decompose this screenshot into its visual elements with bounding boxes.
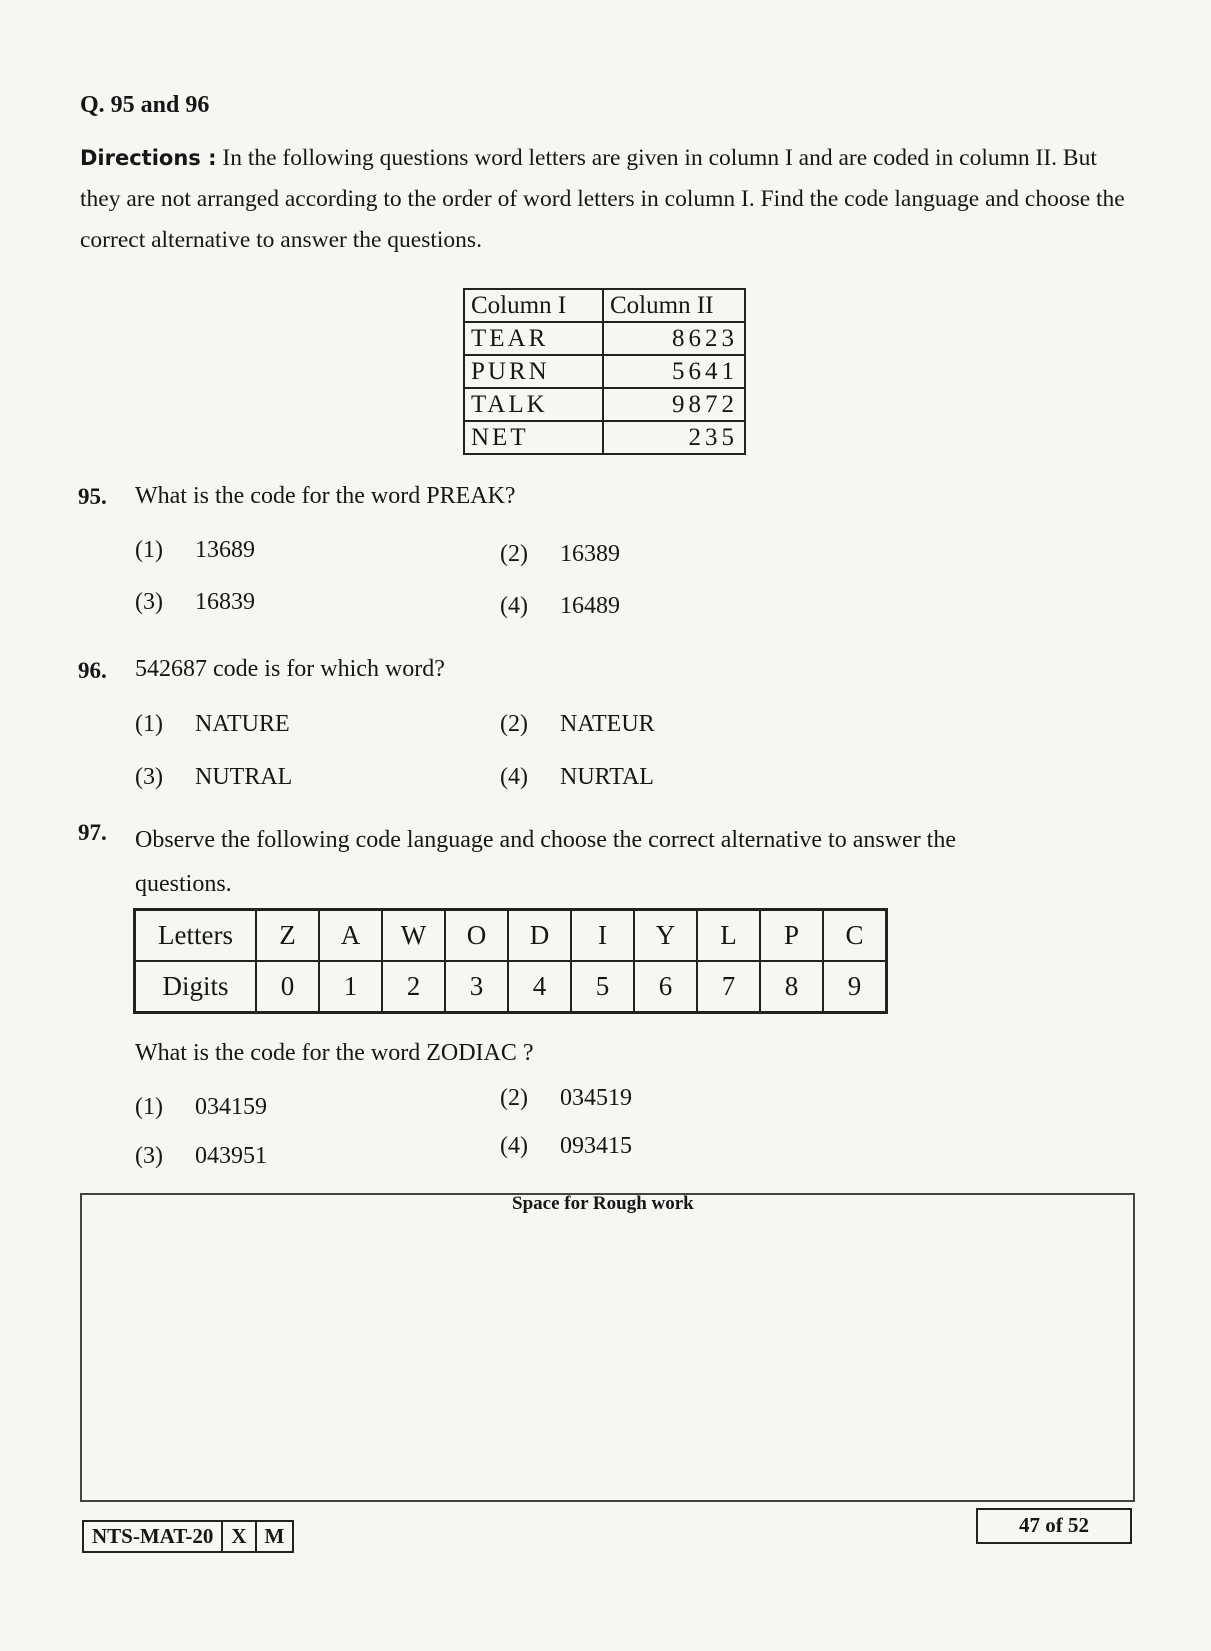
q95-option-2[interactable] — [500, 541, 620, 568]
code-table-row — [464, 421, 745, 454]
code-table-header-col1: Column I — [464, 289, 603, 322]
option-number: (2) — [500, 711, 528, 737]
code-table-code: 5641 — [603, 355, 745, 388]
directions-text: In the following questions word letters are given in column I and are coded in column II. But they are not arranged according to the order of word letters in column I. Find the code language and choose the correct alternative to answer the questions. — [80, 145, 1125, 253]
digits-row-label: Digits — [135, 961, 257, 1013]
digit-cell: 1 — [319, 961, 382, 1013]
option-number: (3) — [135, 589, 163, 615]
question-group-heading: Q. 95 and 96 — [80, 92, 210, 118]
digit-cell: 0 — [256, 961, 319, 1013]
digit-cell: 7 — [697, 961, 760, 1013]
digit-cell: 2 — [382, 961, 445, 1013]
q96-text: 542687 code is for which word? — [135, 656, 445, 682]
option-number: (4) — [500, 1133, 528, 1159]
letter-cell: I — [571, 910, 634, 962]
rough-work-label: Space for Rough work — [512, 1193, 694, 1214]
q97-option-3[interactable] — [135, 1143, 267, 1170]
paper-code-box-x: X — [221, 1522, 254, 1551]
directions-label: Directions : — [80, 146, 217, 170]
digit-cell: 9 — [823, 961, 887, 1013]
letter-cell: L — [697, 910, 760, 962]
option-text: NURTAL — [560, 764, 654, 790]
code-table-code: 235 — [603, 421, 745, 454]
option-text: NATURE — [195, 711, 290, 737]
q96-option-1[interactable] — [135, 711, 290, 738]
letter-cell: C — [823, 910, 887, 962]
letters-row — [135, 910, 887, 962]
digit-cell: 5 — [571, 961, 634, 1013]
paper-code-box — [82, 1520, 294, 1553]
option-text: 16489 — [560, 593, 620, 619]
option-number: (3) — [135, 1143, 163, 1169]
letter-cell: A — [319, 910, 382, 962]
letter-cell: O — [445, 910, 508, 962]
q97-subquestion: What is the code for the word ZODIAC ? — [135, 1040, 534, 1066]
letters-row-label: Letters — [135, 910, 257, 962]
code-table-word: TALK — [464, 388, 603, 421]
option-number: (1) — [135, 711, 163, 737]
digits-row — [135, 961, 887, 1013]
option-text: NUTRAL — [195, 764, 293, 790]
digit-cell: 6 — [634, 961, 697, 1013]
letter-cell: P — [760, 910, 823, 962]
q97-option-4[interactable] — [500, 1133, 632, 1160]
q95-text: What is the code for the word PREAK? — [135, 483, 516, 509]
letter-cell: D — [508, 910, 571, 962]
directions-paragraph — [80, 138, 1130, 261]
option-number: (3) — [135, 764, 163, 790]
option-number: (1) — [135, 1094, 163, 1120]
q97-option-1[interactable] — [135, 1094, 267, 1121]
q96-option-3[interactable] — [135, 764, 292, 791]
q95-number: 95. — [78, 484, 107, 509]
code-table-header-row — [464, 289, 745, 322]
option-number: (2) — [500, 1085, 528, 1111]
code-table-code: 8623 — [603, 322, 745, 355]
q95-option-1[interactable] — [135, 537, 255, 564]
q97-text: Observe the following code language and choose the correct alternative to answer the questions. — [135, 827, 957, 897]
q97-number: 97. — [78, 820, 107, 845]
paper-code-box-m: M — [255, 1522, 293, 1551]
code-table-header-col2: Column II — [603, 289, 745, 322]
option-number: (1) — [135, 537, 163, 563]
option-text: 043951 — [195, 1143, 267, 1169]
page-number: 47 of 52 — [976, 1508, 1132, 1544]
q97-option-2[interactable] — [500, 1085, 632, 1112]
option-number: (2) — [500, 541, 528, 567]
option-number: (4) — [500, 764, 528, 790]
q96-number: 96. — [78, 658, 107, 683]
digit-cell: 3 — [445, 961, 508, 1013]
code-table-code: 9872 — [603, 388, 745, 421]
digit-cell: 4 — [508, 961, 571, 1013]
code-table-row — [464, 388, 745, 421]
q96-option-2[interactable] — [500, 711, 655, 738]
option-text: 034519 — [560, 1085, 632, 1111]
paper-code: NTS-MAT-20 — [92, 1524, 214, 1548]
option-text: 16389 — [560, 541, 620, 567]
option-text: 13689 — [195, 537, 255, 563]
letter-cell: Z — [256, 910, 319, 962]
code-table-word: NET — [464, 421, 603, 454]
code-table-word: PURN — [464, 355, 603, 388]
option-number: (4) — [500, 593, 528, 619]
letter-cell: Y — [634, 910, 697, 962]
letter-cell: W — [382, 910, 445, 962]
letter-digit-table — [133, 908, 888, 1014]
column-code-table — [463, 288, 746, 455]
code-table-word: TEAR — [464, 322, 603, 355]
q96-option-4[interactable] — [500, 764, 654, 791]
digit-cell: 8 — [760, 961, 823, 1013]
option-text: NATEUR — [560, 711, 655, 737]
q95-option-4[interactable] — [500, 593, 620, 620]
q95-option-3[interactable] — [135, 589, 255, 616]
option-text: 034159 — [195, 1094, 267, 1120]
code-table-row — [464, 355, 745, 388]
code-table-row — [464, 322, 745, 355]
option-text: 16839 — [195, 589, 255, 615]
option-text: 093415 — [560, 1133, 632, 1159]
rough-work-box — [80, 1193, 1135, 1502]
